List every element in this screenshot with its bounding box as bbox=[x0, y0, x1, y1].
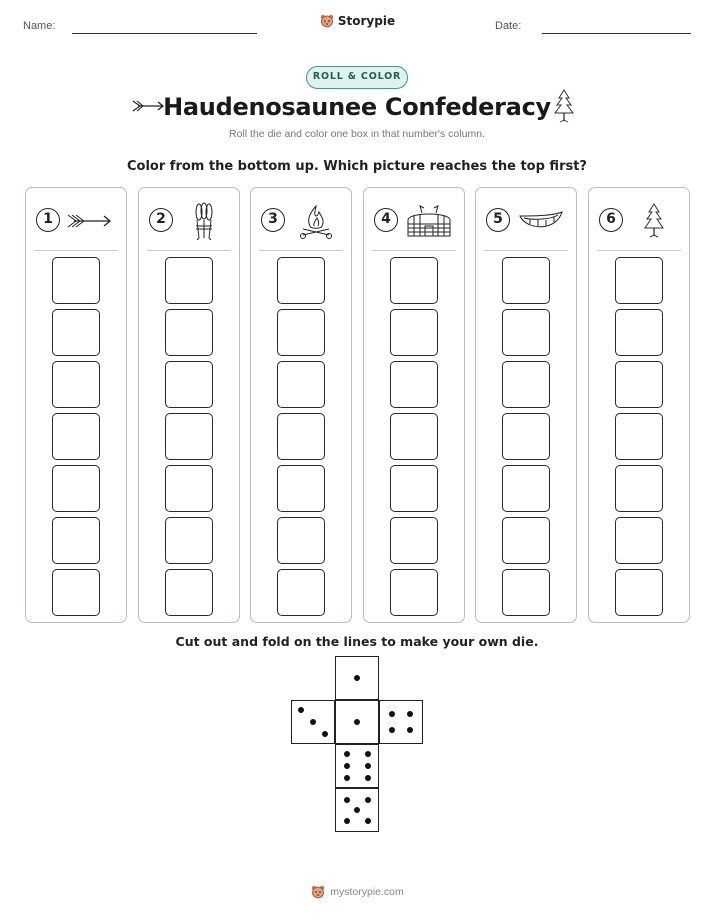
column-divider bbox=[147, 250, 231, 251]
brand bbox=[0, 13, 714, 29]
die-pip bbox=[389, 727, 395, 733]
die-pip bbox=[298, 707, 304, 713]
date-label: Date: bbox=[495, 20, 522, 32]
storypie-logo-icon bbox=[319, 13, 335, 29]
die-face-right bbox=[379, 700, 423, 744]
column-number: 4 bbox=[374, 208, 398, 232]
column-header bbox=[364, 188, 464, 250]
column-1 bbox=[25, 187, 127, 623]
color-box[interactable] bbox=[165, 361, 213, 408]
column-header bbox=[26, 188, 126, 250]
column-number: 5 bbox=[486, 208, 510, 232]
color-box[interactable] bbox=[165, 517, 213, 564]
column-divider bbox=[597, 250, 681, 251]
column-3 bbox=[250, 187, 352, 623]
color-box[interactable] bbox=[615, 257, 663, 304]
color-box[interactable] bbox=[165, 569, 213, 616]
color-box[interactable] bbox=[277, 517, 325, 564]
canoe-icon bbox=[516, 202, 566, 240]
color-box[interactable] bbox=[165, 465, 213, 512]
color-box[interactable] bbox=[502, 257, 550, 304]
color-box[interactable] bbox=[390, 257, 438, 304]
die-face-top bbox=[335, 656, 379, 700]
color-box[interactable] bbox=[502, 361, 550, 408]
die-pip bbox=[365, 818, 371, 824]
column-number: 6 bbox=[599, 208, 623, 232]
color-box[interactable] bbox=[277, 465, 325, 512]
color-box[interactable] bbox=[390, 413, 438, 460]
die-pip bbox=[354, 807, 360, 813]
subtitle: Roll the die and color one box in that number's column. bbox=[229, 128, 485, 140]
color-box[interactable] bbox=[277, 361, 325, 408]
column-header bbox=[476, 188, 576, 250]
footer bbox=[0, 884, 714, 900]
column-number: 2 bbox=[149, 208, 173, 232]
column-divider bbox=[34, 250, 118, 251]
die-pip bbox=[344, 763, 350, 769]
column-header bbox=[251, 188, 351, 250]
column-2 bbox=[138, 187, 240, 623]
color-box[interactable] bbox=[615, 361, 663, 408]
color-box[interactable] bbox=[390, 465, 438, 512]
roll-and-color-badge: ROLL & COLOR bbox=[306, 66, 408, 89]
color-box[interactable] bbox=[277, 413, 325, 460]
color-box[interactable] bbox=[52, 569, 100, 616]
color-box[interactable] bbox=[52, 413, 100, 460]
die-pip bbox=[322, 731, 328, 737]
die-pip bbox=[354, 719, 360, 725]
die-pip bbox=[365, 797, 371, 803]
color-box[interactable] bbox=[390, 569, 438, 616]
die-pip bbox=[354, 675, 360, 681]
die-pip bbox=[344, 775, 350, 781]
color-box[interactable] bbox=[52, 517, 100, 564]
color-box[interactable] bbox=[502, 465, 550, 512]
color-box[interactable] bbox=[165, 309, 213, 356]
corn-bundle-icon bbox=[179, 202, 229, 240]
column-header bbox=[589, 188, 689, 250]
color-box[interactable] bbox=[615, 569, 663, 616]
die-pip bbox=[344, 818, 350, 824]
color-box[interactable] bbox=[52, 361, 100, 408]
date-line bbox=[542, 33, 691, 34]
color-box[interactable] bbox=[502, 309, 550, 356]
color-box[interactable] bbox=[277, 309, 325, 356]
pine-tree-icon bbox=[629, 202, 679, 240]
column-header bbox=[139, 188, 239, 250]
die-face-bottom bbox=[335, 788, 379, 832]
campfire-icon bbox=[291, 202, 341, 240]
pine-tree-icon bbox=[552, 88, 576, 124]
die-pip bbox=[389, 711, 395, 717]
die-pip bbox=[407, 711, 413, 717]
column-4 bbox=[363, 187, 465, 623]
die-pip bbox=[344, 797, 350, 803]
die-pip bbox=[365, 751, 371, 757]
column-divider bbox=[259, 250, 343, 251]
color-box[interactable] bbox=[165, 257, 213, 304]
color-box[interactable] bbox=[615, 517, 663, 564]
color-box[interactable] bbox=[277, 569, 325, 616]
color-box[interactable] bbox=[165, 413, 213, 460]
color-box[interactable] bbox=[502, 517, 550, 564]
name-line bbox=[72, 33, 257, 34]
storypie-logo-icon bbox=[310, 884, 326, 900]
cut-instructions: Cut out and fold on the lines to make your own die. bbox=[175, 634, 539, 649]
color-box[interactable] bbox=[502, 413, 550, 460]
column-divider bbox=[484, 250, 568, 251]
die-face-left bbox=[291, 700, 335, 744]
color-box[interactable] bbox=[52, 309, 100, 356]
column-number: 1 bbox=[36, 208, 60, 232]
longhouse-icon bbox=[404, 202, 454, 240]
color-box[interactable] bbox=[52, 257, 100, 304]
die-pip bbox=[310, 719, 316, 725]
column-5 bbox=[475, 187, 577, 623]
brand-name: Storypie bbox=[337, 14, 396, 28]
page-title: Haudenosaunee Confederacy bbox=[163, 93, 551, 121]
color-box[interactable] bbox=[390, 517, 438, 564]
color-box[interactable] bbox=[615, 413, 663, 460]
instructions: Color from the bottom up. Which picture reaches the top first? bbox=[127, 159, 587, 174]
die-face-center bbox=[335, 700, 379, 744]
die-pip bbox=[365, 775, 371, 781]
color-box[interactable] bbox=[615, 465, 663, 512]
die-pip bbox=[365, 763, 371, 769]
column-6 bbox=[588, 187, 690, 623]
color-box[interactable] bbox=[502, 569, 550, 616]
footer-url: mystorypie.com bbox=[330, 886, 404, 898]
color-box[interactable] bbox=[390, 361, 438, 408]
arrow-icon bbox=[66, 202, 116, 240]
column-divider bbox=[372, 250, 456, 251]
color-box[interactable] bbox=[615, 309, 663, 356]
die-pip bbox=[344, 751, 350, 757]
die-face-lower bbox=[335, 744, 379, 788]
color-box[interactable] bbox=[390, 309, 438, 356]
die-pip bbox=[407, 727, 413, 733]
color-box[interactable] bbox=[52, 465, 100, 512]
name-label: Name: bbox=[23, 20, 56, 32]
color-box[interactable] bbox=[277, 257, 325, 304]
column-number: 3 bbox=[261, 208, 285, 232]
